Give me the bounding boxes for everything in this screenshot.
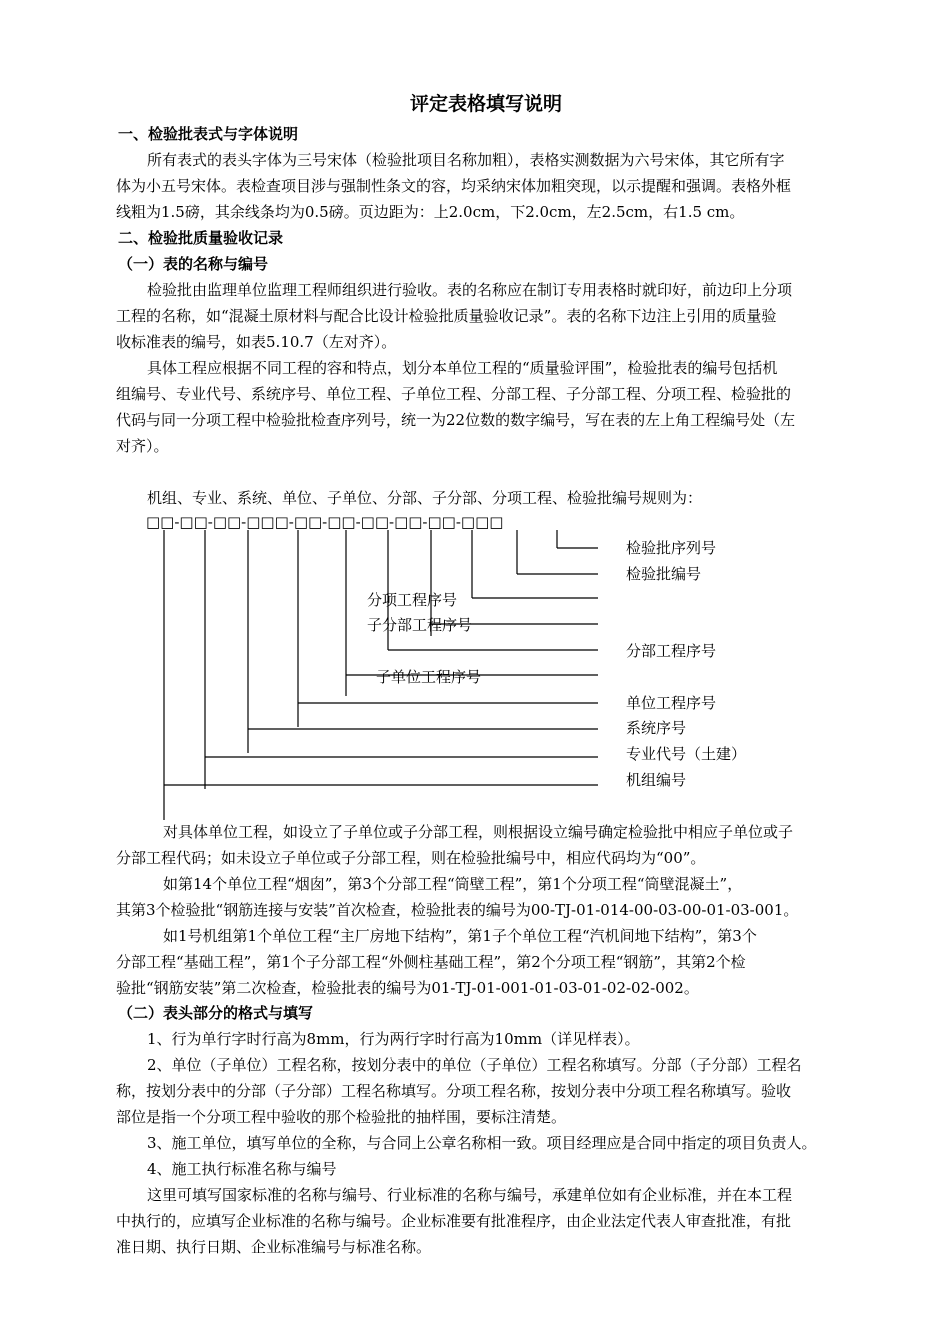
sub1-para1-line-2: 工程的名称，如“混凝土原材料与配合比设计检验批质量验收记录”。表的名称下边注上引用的质量验	[116, 307, 777, 325]
code-template: □□-□□-□□-□□□-□□-□□-□□-□□-□□-□□□	[146, 513, 504, 531]
sub2-item4: 4、施工执行标准名称与编号	[147, 1160, 337, 1178]
sub1-para1-line-3: 收标准表的编号，如表5.10.7（左对齐）。	[116, 333, 397, 351]
sub1-heading: （一）表的名称与编号	[118, 255, 269, 273]
sub1-para5-line-2: 分部工程“基础工程”，第1个子分部工程“外侧柱基础工程”，第2个分项工程“钢筋”，其第2个检	[116, 953, 746, 971]
sub1-para2-line-3: 代码与同一分项工程中检验批检查序列号，统一为22位数的数字编号，写在表的左上角工程编号处（左	[116, 411, 796, 429]
sub1-para4-line-2: 其第3个检验批“钢筋连接与安装”首次检查，检验批表的编号为00-TJ-01-014-00-03-00-01-03-001。	[116, 901, 799, 919]
label-inspection-no: 检验批编号	[626, 565, 702, 583]
label-system-no: 系统序号	[626, 719, 687, 737]
sub2-item4-body-line-2: 中执行的，应填写企业标准的名称与编号。企业标准要有批准程序，由企业法定代表人审查批准，有批	[116, 1212, 792, 1230]
label-unit-no: 单位工程序号	[626, 694, 717, 712]
sub2-item3: 3、施工单位，填写单位的全称，与合同上公章名称相一致。项目经理应是合同中指定的项目负责人。	[147, 1134, 817, 1152]
sub2-item2-line-3: 部位是指一个分项工程中验收的那个检验批的抽样围，要标注清楚。	[116, 1108, 567, 1126]
section1-line-1: 所有表式的表头字体为三号宋体（检验批项目名称加粗），表格实测数据为六号宋体，其它所有字	[147, 151, 785, 169]
sub2-item4-body-line-3: 准日期、执行日期、企业标准编号与标准名称。	[116, 1238, 432, 1256]
label-specialty-code: 专业代号（土建）	[626, 745, 747, 763]
sub1-para4-line-1: 如第14个单位工程“烟囱”，第3个分部工程“筒壁工程”，第1个分项工程“筒壁混凝土”，	[163, 875, 743, 893]
section2-heading: 二、检验批质量验收记录	[118, 229, 284, 247]
sub1-para5-line-1: 如1号机组第1个单位工程“主厂房地下结构”，第1子个单位工程“汽机间地下结构”，第3个	[163, 927, 757, 945]
sub2-item2-line-2: 称，按划分表中的分部（子分部）工程名称填写。分项工程名称，按划分表中分项工程名称填写。验收	[116, 1082, 792, 1100]
label-subunit-no: 子单位工程序号	[376, 668, 482, 686]
sub1-para2-line-2: 组编号、专业代号、系统序号、单位工程、子单位工程、分部工程、子分部工程、分项工程、检验批的	[116, 385, 792, 403]
sub2-item4-body-line-1: 这里可填写国家标准的名称与编号、行业标准的名称与编号，承建单位如有企业标准，并在本工程	[147, 1186, 793, 1204]
page-title: 评定表格填写说明	[410, 93, 563, 115]
sub1-para3-line-2: 分部工程代码；如未设立子单位或子分部工程，则在检验批编号中，相应代码均为“00”。	[116, 849, 706, 867]
section1-heading: 一、检验批表式与字体说明	[118, 125, 299, 143]
sub1-para2-line-4: 对齐）。	[116, 437, 169, 455]
rule-intro: 机组、专业、系统、单位、子单位、分部、子分部、分项工程、检验批编号规则为：	[147, 489, 703, 507]
section1-line-2: 体为小五号宋体。表检查项目涉与强制性条文的容，均采纳宋体加粗突现，以示提醒和强调。表格外框	[116, 177, 792, 195]
sub1-para3-line-1: 对具体单位工程，如设立了子单位或子分部工程，则根据设立编号确定检验批中相应子单位或子	[163, 823, 794, 841]
sub1-para2-line-1: 具体工程应根据不同工程的容和特点，划分本单位工程的“质量验评围”，检验批表的编号包括机	[147, 359, 778, 377]
label-division-no: 分部工程序号	[626, 642, 717, 660]
sub2-item2-line-1: 2、单位（子单位）工程名称，按划分表中的单位（子单位）工程名称填写。分部（子分部）工程名	[147, 1056, 802, 1074]
sub2-heading: （二）表头部分的格式与填写	[118, 1004, 314, 1022]
label-inspection-seq: 检验批序列号	[626, 539, 717, 557]
sub1-para1-line-1: 检验批由监理单位监理工程师组织进行验收。表的名称应在制订专用表格时就印好，前边印上分项	[147, 281, 793, 299]
label-subdivision-no: 子分部工程序号	[367, 616, 473, 634]
label-subitem-no: 分项工程序号	[367, 591, 458, 609]
sub2-item1: 1、行为单行字时行高为8mm，行为两行字时行高为10mm（详见样表）。	[147, 1030, 640, 1048]
label-unit-set-no: 机组编号	[626, 771, 687, 789]
sub1-para5-line-3: 验批“钢筋安装”第二次检查，检验批表的编号为01-TJ-01-001-01-03-01-02-02-002。	[116, 979, 699, 997]
section1-line-3: 线粗为1.5磅，其余线条均为0.5磅。页边距为：上2.0cm，下2.0cm，左2.5cm，右1.5 cm。	[116, 203, 745, 221]
